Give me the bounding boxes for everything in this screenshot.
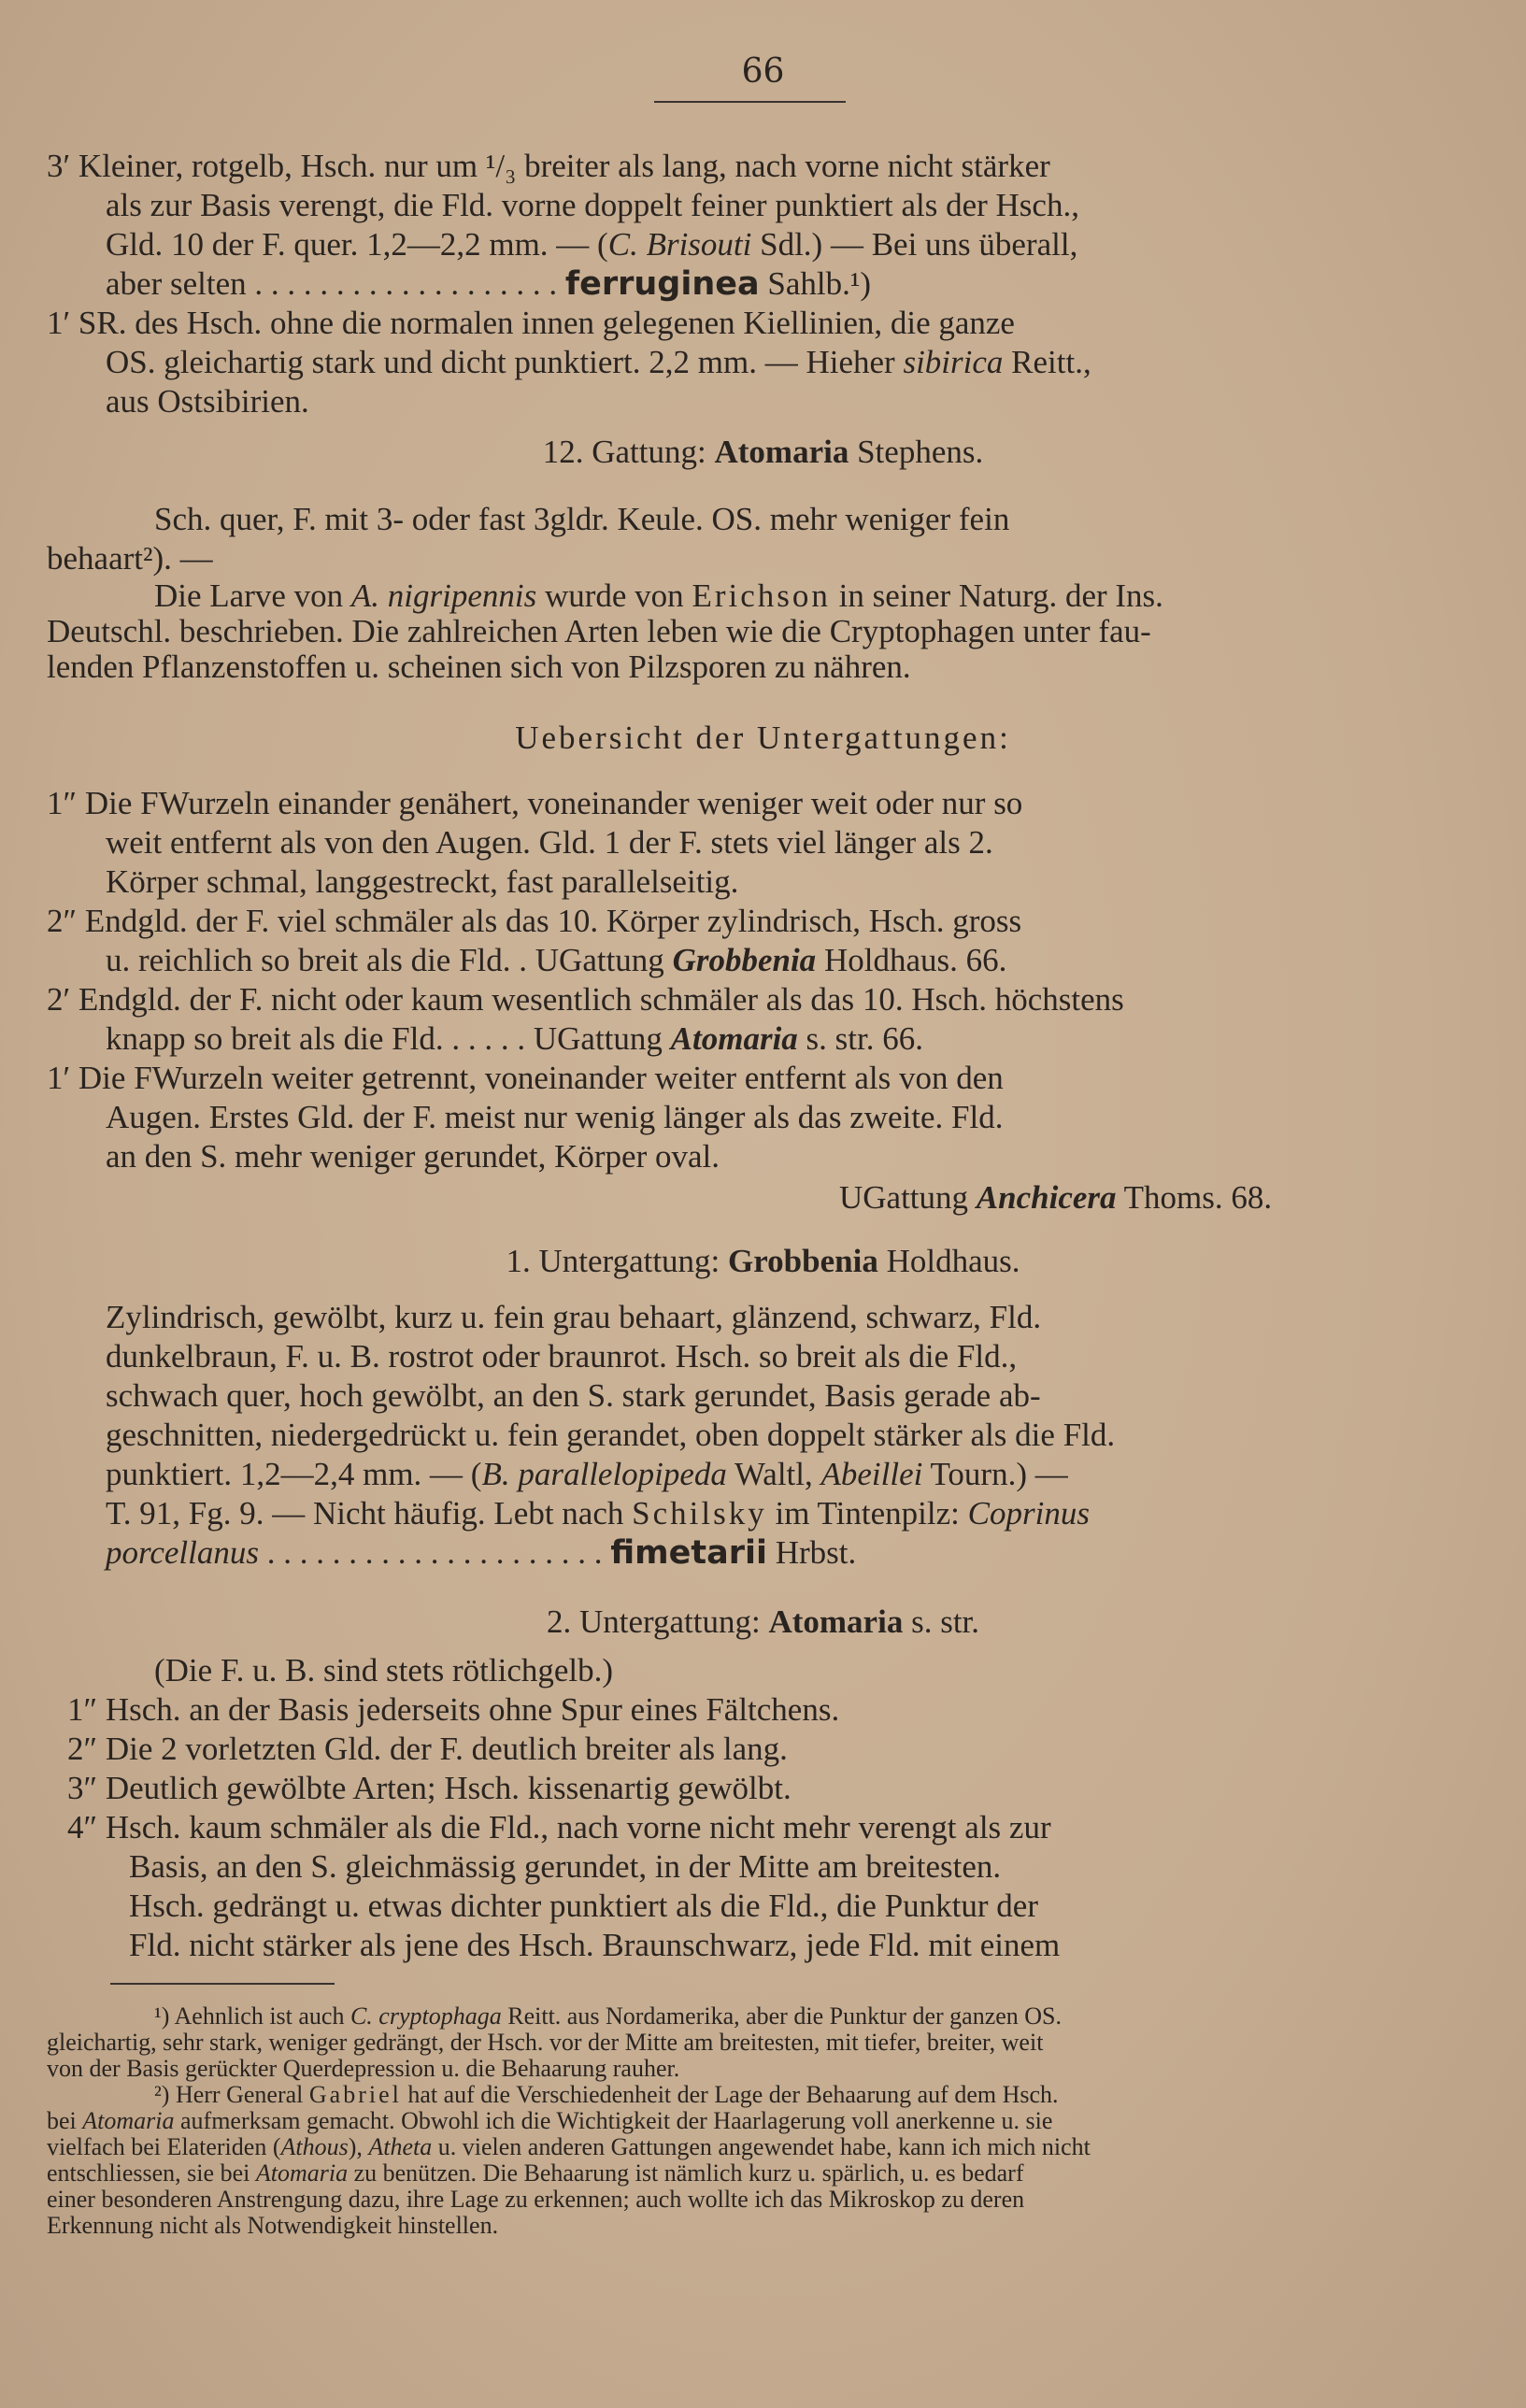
footnote-text: entschliessen, sie bei (47, 2159, 256, 2187)
footnote-text: u. vielen anderen Gattungen angewendet habe, kann ich mich nicht (432, 2133, 1091, 2160)
body-line (67, 1691, 839, 1729)
body-line (106, 942, 1006, 979)
body-line (47, 648, 911, 686)
page-number: 66 (741, 52, 785, 91)
footnote-text: aufmerksam gemacht. Obwohl ich die Wichtigkeit der Haarlagerung voll anerkenne u. sie (174, 2107, 1053, 2134)
footnote-text: Atomaria (255, 2159, 349, 2187)
body-line (47, 540, 213, 577)
body-text: C. Brisouti (607, 226, 752, 263)
body-text: geschnitten, niedergedrückt u. fein gerandet, oben doppelt stärker als die Fld. (106, 1417, 1116, 1453)
body-text: im Tintenpilz: (766, 1495, 968, 1532)
body-text: 1″ Die FWurzeln einander genähert, voneinander weniger weit oder nur so (47, 785, 1023, 821)
body-text: Sch. quer, F. mit 3- oder fast 3gldr. Keule. OS. mehr weniger fein (154, 501, 1010, 537)
body-line (106, 226, 1077, 264)
footnote-text: hat auf die Verschiedenheit der Lage der Behaarung auf dem Hsch. (401, 2081, 1059, 2108)
body-text: porcellanus (106, 1534, 259, 1571)
header-rule (654, 101, 846, 103)
body-line (106, 1338, 1017, 1375)
body-line (154, 1652, 613, 1689)
body-text: 1′ SR. des Hsch. ohne die normalen innen gelegenen Kiellinien, die ganze (47, 305, 1015, 341)
body-text: wurde von (536, 577, 692, 614)
body-text: . . . . . . . . . . . . . . . . . . . . . (258, 1534, 611, 1571)
body-text: Holdhaus. (877, 1243, 1020, 1279)
body-text: Sdl.) — Bei uns überall, (751, 226, 1078, 263)
footnote-text: vielfach bei Elateriden ( (47, 2133, 281, 2160)
body-text: Zylindrisch, gewölbt, kurz u. fein grau behaart, glänzend, schwarz, Fld. (106, 1299, 1042, 1335)
body-text: 2″ Endgld. der F. viel schmäler als das 10. Körper zylindrisch, Hsch. gross (47, 903, 1022, 939)
body-text: Die Larve von (154, 577, 351, 614)
body-text: 2. Untergattung: (546, 1603, 769, 1640)
body-line (106, 1417, 1115, 1454)
body-text: Uebersicht der Untergattungen: (515, 720, 1011, 756)
body-text: Waltl, (726, 1456, 821, 1492)
body-line (47, 613, 1151, 650)
footnote-line (154, 2082, 1059, 2108)
body-text: 1. Untergattung: (506, 1243, 729, 1279)
footnote-text: gleichartig, sehr stark, weniger gedrängt, der Hsch. vor der Mitte am breitesten, mit tiefer, breiter, weit (47, 2029, 1044, 2056)
footnote-line (47, 2030, 1043, 2056)
body-line (106, 824, 993, 862)
body-text: s. str. 66. (797, 1020, 923, 1057)
body-line (106, 1456, 1068, 1493)
footnote-line (47, 2108, 1052, 2134)
body-line (106, 1299, 1041, 1336)
body-text: B. parallelopipeda (481, 1456, 727, 1492)
body-text: 1′ Die FWurzeln weiter getrennt, voneinander weiter entfernt als von den (47, 1060, 1004, 1096)
body-text: Schilsky (632, 1495, 767, 1532)
body-line (47, 903, 1021, 940)
body-line (67, 1731, 788, 1768)
body-line (106, 1020, 923, 1058)
footnote-text: von der Basis gerückter Querdepression u. die Behaarung rauher. (47, 2055, 680, 2082)
body-text: lenden Pflanzenstoffen u. scheinen sich von Pilzsporen zu nähren. (47, 648, 911, 685)
body-text: 3′ Kleiner, rotgelb, Hsch. nur um ¹/₃ breiter als lang, nach vorne nicht stärker (47, 148, 1050, 184)
body-text: u. reichlich so breit als die Fld. . UGattung (106, 942, 673, 978)
body-text: an den S. mehr weniger gerundet, Körper oval. (106, 1138, 720, 1175)
body-text: Hrbst. (766, 1534, 857, 1571)
body-text: 2″ Die 2 vorletzten Gld. der F. deutlich breiter als lang. (67, 1731, 788, 1767)
footnote-line (47, 2056, 679, 2082)
body-text: Grobbenia (728, 1243, 878, 1279)
body-line (106, 265, 871, 303)
body-line (154, 577, 1163, 615)
body-text: behaart²). — (47, 540, 213, 577)
body-text: aber selten . . . . . . . . . . . . . . . . . . . (106, 265, 565, 302)
footnote-text: C. cryptophaga (349, 2002, 502, 2030)
body-line (106, 344, 1091, 381)
body-text: Reitt., (1003, 344, 1091, 380)
footnote-text: Atheta (368, 2133, 433, 2160)
body-text: Atomaria (768, 1603, 904, 1640)
body-line (106, 187, 1079, 224)
body-text: sibirica (903, 344, 1004, 380)
body-line (106, 1138, 720, 1176)
footnote-line (154, 2003, 1062, 2030)
body-text: als zur Basis verengt, die Fld. vorne doppelt feiner punktiert als der Hsch., (106, 187, 1079, 223)
body-text: Hsch. gedrängt u. etwas dichter punktiert als die Fld., die Punktur der (129, 1888, 1038, 1924)
body-line (154, 501, 1009, 538)
footnote-rule (110, 1983, 335, 1985)
body-line (0, 720, 1526, 757)
body-line (106, 1377, 1041, 1415)
footnote-text: bei (47, 2107, 83, 2134)
body-text: 1″ Hsch. an der Basis jederseits ohne Spur eines Fältchens. (67, 1691, 840, 1728)
body-line (0, 1243, 1526, 1280)
body-text: 2′ Endgld. der F. nicht oder kaum wesentlich schmäler als das 10. Hsch. höchstens (47, 981, 1124, 1018)
body-text: Tourn.) — (922, 1456, 1068, 1492)
body-line (0, 434, 1526, 471)
body-text: 12. Gattung: (542, 434, 715, 470)
body-line (106, 1534, 856, 1572)
body-text: (Die F. u. B. sind stets rötlichgelb.) (154, 1652, 614, 1688)
footnote-text: ), (348, 2133, 369, 2160)
body-line (106, 383, 309, 420)
footnote-text: einer besonderen Anstrengung dazu, ihre Lage zu erkennen; auch wollte ich das Mikroskop zu deren (47, 2186, 1025, 2213)
body-text: Holdhaus. 66. (816, 942, 1007, 978)
footnote-text: zu benützen. Die Behaarung ist nämlich kurz u. spärlich, u. es bedarf (348, 2159, 1024, 2187)
body-text: Grobbenia (672, 942, 817, 978)
body-text: Sahlb.¹) (759, 265, 871, 302)
body-line (67, 1809, 1051, 1846)
body-line (106, 1099, 1003, 1136)
body-text: Gld. 10 der F. quer. 1,2—2,2 mm. — ( (106, 226, 608, 263)
body-text: OS. gleichartig stark und dicht punktiert. 2,2 mm. — Hieher (106, 344, 904, 380)
body-text: Augen. Erstes Gld. der F. meist nur wenig länger als das zweite. Fld. (106, 1099, 1004, 1135)
body-text: weit entfernt als von den Augen. Gld. 1 der F. stets viel länger als 2. (106, 824, 993, 861)
body-line (839, 1179, 1272, 1217)
body-text: Thoms. 68. (1116, 1179, 1273, 1216)
body-text: fimetarii (610, 1534, 767, 1572)
footnote-line (47, 2134, 1091, 2160)
body-text: Fld. nicht stärker als jene des Hsch. Braunschwarz, jede Fld. mit einem (129, 1927, 1061, 1963)
body-text: Deutschl. beschrieben. Die zahlreichen Arten leben wie die Cryptophagen unter fau- (47, 613, 1151, 649)
body-line (129, 1848, 1001, 1886)
body-line (47, 148, 1050, 185)
body-text: UGattung (839, 1179, 977, 1216)
footnote-text: Erkennung nicht als Notwendigkeit hinstellen. (47, 2212, 499, 2239)
body-line (47, 785, 1022, 822)
body-text: Erichson (692, 577, 831, 614)
body-line (47, 1060, 1004, 1097)
footnote-text: Reitt. aus Nordamerika, aber die Punktur der ganzen OS. (501, 2002, 1062, 2030)
body-text: aus Ostsibirien. (106, 383, 309, 420)
body-text: dunkelbraun, F. u. B. rostrot oder braunrot. Hsch. so breit als die Fld., (106, 1338, 1018, 1375)
body-text: Coprinus (967, 1495, 1090, 1532)
body-text: in seiner Naturg. der Ins. (830, 577, 1163, 614)
footnote-line (47, 2160, 1024, 2187)
body-text: ferruginea (564, 265, 760, 303)
body-text: 3″ Deutlich gewölbte Arten; Hsch. kissenartig gewölbt. (67, 1770, 792, 1806)
body-line (67, 1770, 792, 1807)
body-text: Basis, an den S. gleichmässig gerundet, in der Mitte am breitesten. (129, 1848, 1002, 1885)
body-text: punktiert. 1,2—2,4 mm. — ( (106, 1456, 482, 1492)
body-text: schwach quer, hoch gewölbt, an den S. stark gerundet, Basis gerade ab- (106, 1377, 1041, 1414)
footnote-text: Atomaria (82, 2107, 175, 2134)
body-line (129, 1888, 1038, 1925)
footnote-text: ²) Herr General (154, 2081, 309, 2108)
footnote-line (47, 2213, 498, 2239)
body-text: A. nigripennis (350, 577, 537, 614)
body-text: Atomaria (670, 1020, 798, 1057)
body-text: s. str. (903, 1603, 980, 1640)
body-line (106, 863, 738, 901)
body-line (47, 981, 1124, 1019)
body-line (106, 1495, 1090, 1532)
body-text: Abeillei (820, 1456, 923, 1492)
footnote-text: Gabriel (308, 2081, 402, 2108)
body-line (129, 1927, 1060, 1964)
footnote-text: ¹) Aehnlich ist auch (154, 2002, 350, 2030)
body-line (0, 1603, 1526, 1641)
body-text: Körper schmal, langgestreckt, fast parallelseitig. (106, 863, 739, 900)
body-text: Anchicera (976, 1179, 1117, 1216)
body-text: T. 91, Fg. 9. — Nicht häufig. Lebt nach (106, 1495, 633, 1532)
body-text: Stephens. (849, 434, 984, 470)
footnote-line (47, 2187, 1024, 2213)
body-text: knapp so breit als die Fld. . . . . . UGattung (106, 1020, 671, 1057)
body-text: Atomaria (714, 434, 849, 470)
footnote-text: Athous (280, 2133, 349, 2160)
body-line (47, 305, 1015, 342)
body-text: 4″ Hsch. kaum schmäler als die Fld., nach vorne nicht mehr verengt als zur (67, 1809, 1051, 1845)
